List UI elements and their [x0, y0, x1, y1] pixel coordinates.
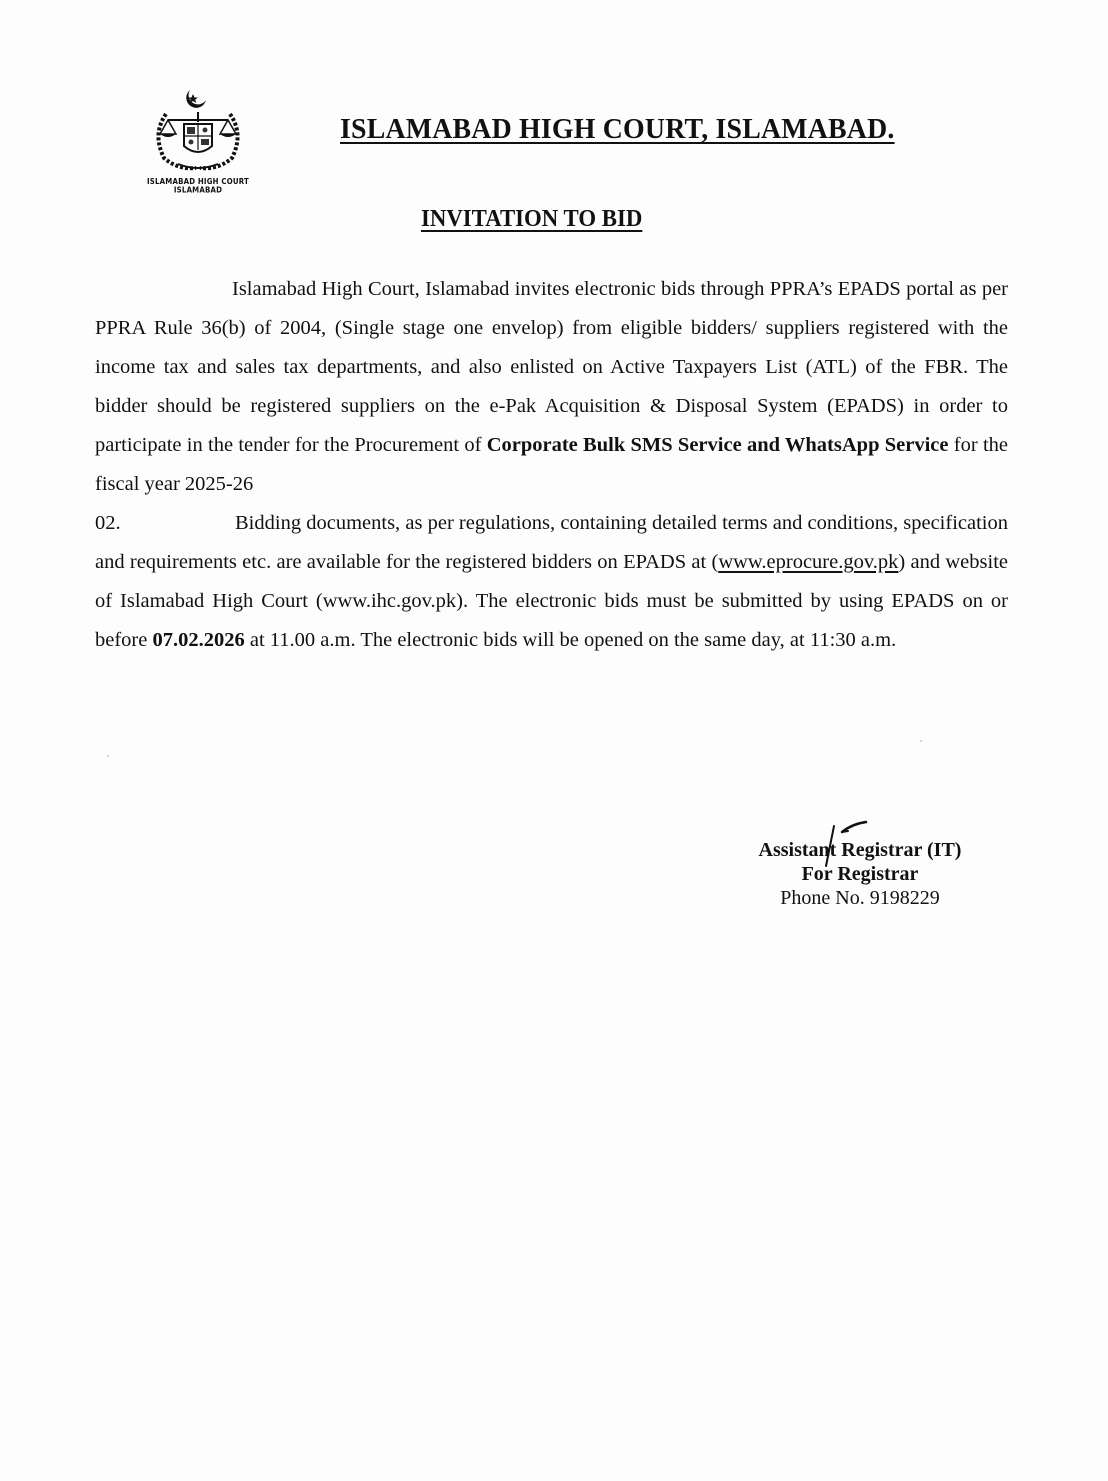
paragraph-2-text-3: at 11.00 a.m. The electronic bids will be opened on the same day, at 11:30 a.m.	[244, 629, 897, 651]
paragraph-2-number: 02.	[95, 512, 121, 534]
eprocure-link[interactable]: www.eprocure.gov.pk	[718, 551, 899, 573]
deadline-date: 07.02.2026	[152, 629, 245, 651]
paragraph-1-tail: for the fiscal year 2025-26	[95, 434, 1009, 495]
signature-block	[730, 838, 990, 910]
scan-speck	[107, 755, 109, 757]
paragraph-2	[95, 504, 1008, 660]
procurement-item: Corporate Bulk SMS Service and WhatsApp Service	[486, 434, 949, 456]
document-title: INVITATION TO BID	[421, 206, 643, 232]
court-title: ISLAMABAD HIGH COURT, ISLAMABAD.	[340, 113, 895, 145]
paragraph-1	[95, 270, 1008, 504]
emblem-caption-line1: ISLAMABAD HIGH COURT	[146, 177, 250, 186]
scan-speck	[920, 740, 922, 742]
signatory-on-behalf: For Registrar	[801, 863, 919, 885]
paragraph-2-text-2: ) and website of Islamabad High Court (www.ihc.gov.pk). The electronic bids must be submitted by using EPADS on or before	[95, 551, 1008, 651]
emblem-caption	[128, 177, 268, 195]
signatory-designation: Assistant Registrar (IT)	[758, 839, 962, 861]
court-emblem-icon	[138, 84, 258, 174]
contact-phone: Phone No. 9198229	[780, 887, 940, 909]
paragraph-1-text: Islamabad High Court, Islamabad invites electronic bids through PPRA’s EPADS portal as per PPRA Rule 36(b) of 2004, (Single stage one envelop) from eligible bidders/ suppliers registered with the income tax and sales tax departments, and also enlisted on Active Taxpayers List (ATL) of the FBR. The bidder should be registered suppliers on the e-Pak Acquisition & Disposal System (EPADS) in order to participate in the tender for the Procurement of	[95, 278, 1008, 456]
emblem-caption-line2: ISLAMABAD	[173, 186, 223, 195]
paragraph-2-text-1: Bidding documents, as per regulations, containing detailed terms and conditions, specification and requirements etc. are available for the registered bidders on EPADS at (	[95, 512, 1008, 573]
document-body	[95, 270, 1008, 660]
